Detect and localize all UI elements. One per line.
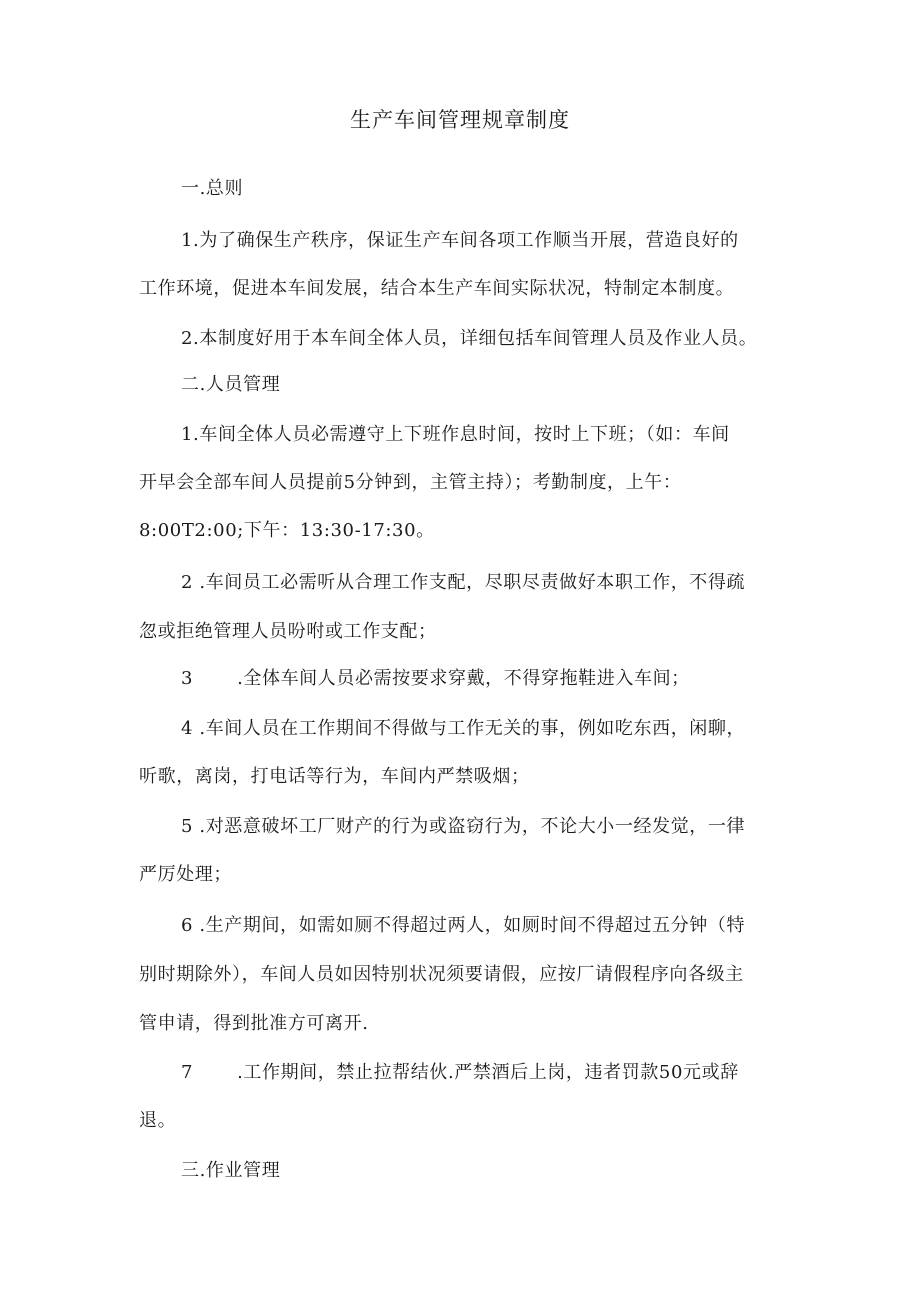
document-title: 生产车间管理规章制度 (350, 108, 570, 132)
section-heading-operations: 三.作业管理 (181, 1160, 281, 1181)
paragraph-line (181, 1060, 791, 1086)
item-text: .全体车间人员必需按要求穿戴，不得穿拖鞋进入车间； (237, 668, 690, 689)
paragraph-line: 管申请，得到批准方可离开. (139, 1013, 369, 1034)
paragraph-line (181, 666, 791, 692)
paragraph-line: 5 .对恶意破坏工厂财产的行为或盗窃行为，不论大小一经发觉，一律 (181, 816, 746, 837)
paragraph-line: 工作环境，促进本车间发展，结合本生产车间实际状况，特制定本制度。 (139, 278, 735, 299)
paragraph-line: 1.车间全体人员必需遵守上下班作息时间，按时上下班；（如：车间 (181, 424, 730, 445)
paragraph-line: 2.本制度好用于本车间全体人员，详细包括车间管理人员及作业人员。 (181, 328, 758, 349)
item-number: 7 (181, 1062, 194, 1083)
paragraph-line: 忽或拒绝管理人员吩咐或工作支配； (139, 621, 437, 642)
item-text: .工作期间，禁止拉帮结伙.严禁酒后上岗，违者罚款50元或辞 (237, 1062, 739, 1083)
paragraph-line: 开早会全部车间人员提前5分钟到，主管主持）；考勤制度，上午： (139, 472, 682, 493)
paragraph-line: 听歌，离岗，打电话等行为，车间内严禁吸烟； (139, 766, 530, 787)
section-heading-general: 一.总则 (181, 178, 244, 199)
paragraph-line: 严厉处理； (139, 864, 232, 885)
item-number: 3 (181, 668, 194, 689)
section-heading-personnel: 二.人员管理 (181, 374, 281, 395)
paragraph-line: 8:00T2:00;下午：13:30-17:30。 (139, 520, 435, 541)
paragraph-line: 1.为了确保生产秩序，保证生产车间各项工作顺当开展，营造良好的 (181, 230, 739, 251)
paragraph-line: 退。 (139, 1110, 177, 1131)
paragraph-line: 别时期除外），车间人员如因特别状况须要请假，应按厂请假程序向各级主 (139, 964, 744, 985)
paragraph-line: 4 .车间人员在工作期间不得做与工作无关的事，例如吃东西，闲聊， (181, 718, 746, 739)
paragraph-line: 6 .生产期间，如需如厕不得超过两人，如厕时间不得超过五分钟（特 (181, 915, 746, 936)
paragraph-line: 2 .车间员工必需听从合理工作支配，尽职尽责做好本职工作，不得疏 (181, 572, 746, 593)
